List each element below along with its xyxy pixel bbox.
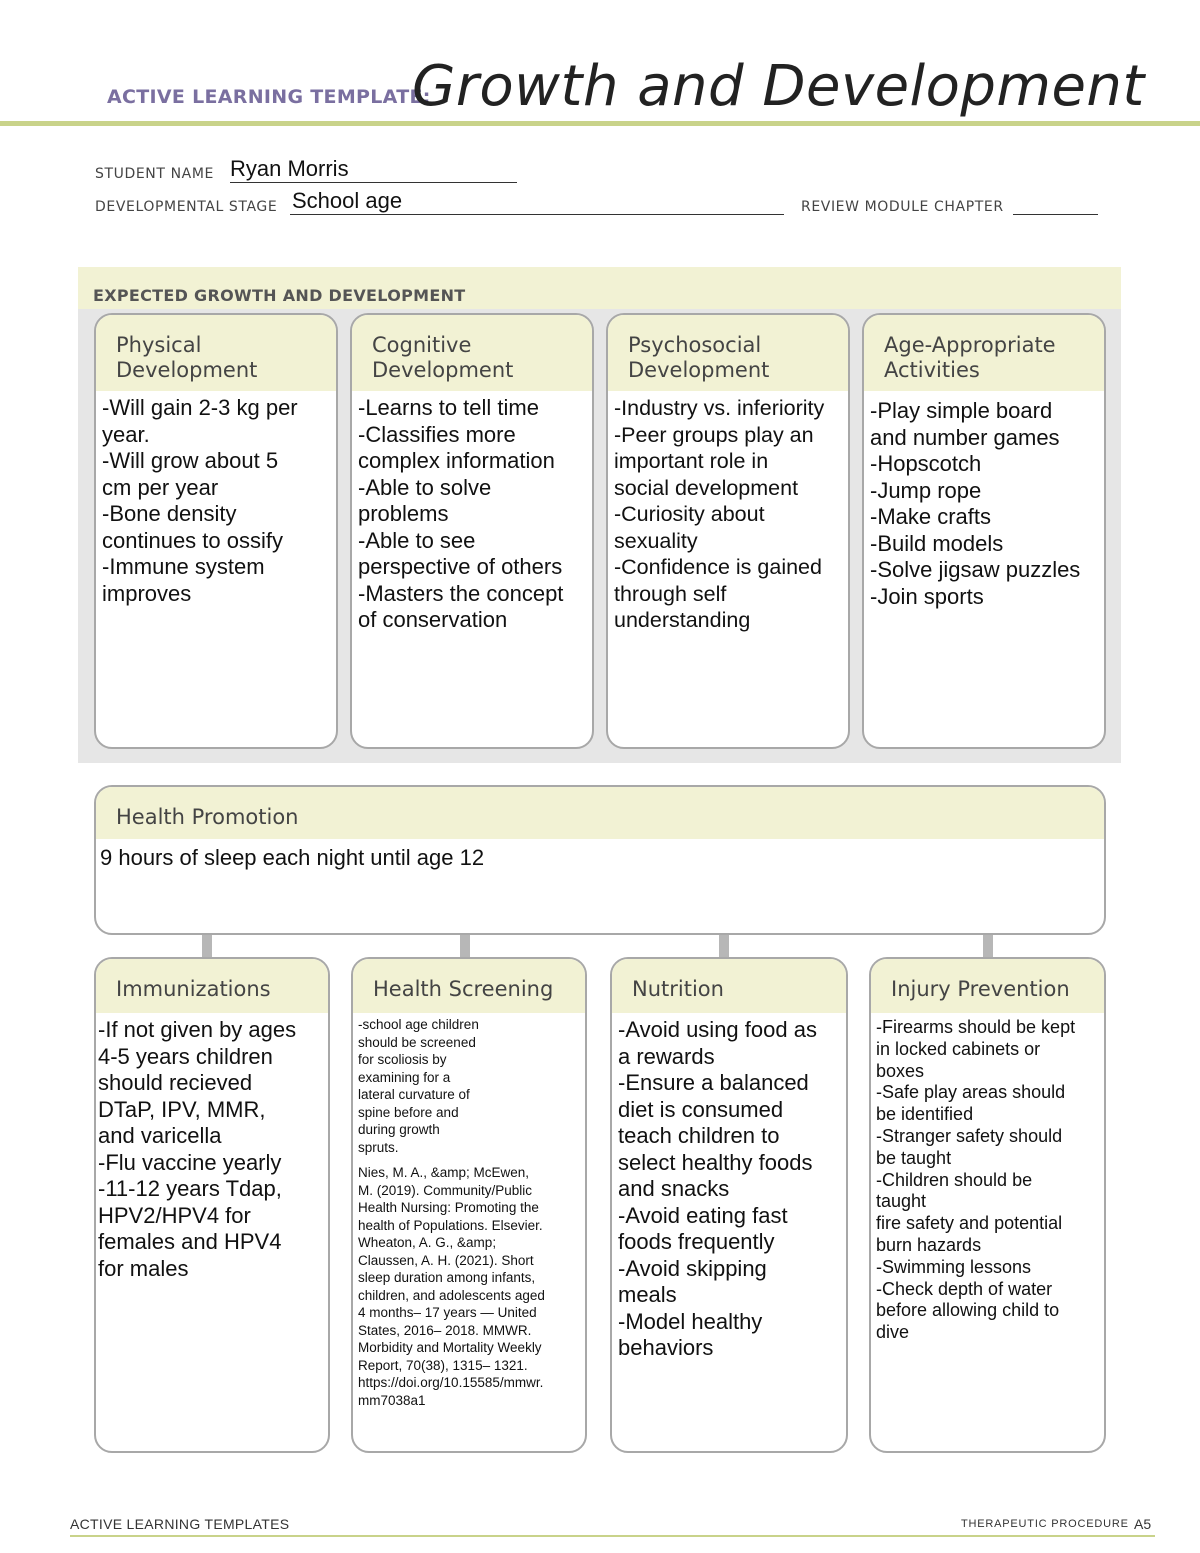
immunizations-title: Immunizations [96, 959, 328, 1013]
connector [719, 935, 729, 957]
physical-development-text[interactable]: -Will gain 2-3 kg per year. -Will grow about 5 cm per year -Bone density continues to ossify -Immune system improves [102, 395, 298, 606]
card-title: Cognitive Development [352, 315, 592, 391]
age-appropriate-activities-text[interactable]: -Play simple board and number games -Hopscotch -Jump rope -Make crafts -Build models -Solve jigsaw puzzles -Join sports [870, 398, 1081, 609]
card-title: Psychosocial Development [608, 315, 848, 391]
footer-section: THERAPEUTIC PROCEDURE [961, 1518, 1129, 1530]
psychosocial-development-card [606, 313, 850, 749]
developmental-stage-label: DEVELOPMENTAL STAGE [95, 199, 278, 215]
footer-left: ACTIVE LEARNING TEMPLATES [70, 1516, 290, 1532]
health-screening-reference: Nies, M. A., &amp; McEwen, M. (2019). Community/Public Health Nursing: Promoting the health of Populations. Elsevier. Wheaton, A. G., &amp; Claussen, A. H. (2021). Short sleep duration among infants, children, and adolescents aged 4 months– 17 years — United States, 2016– 2018. MMWR. Morbidity and Mortality Weekly Report, 70(38), 1315– 1321. https://doi.org/10.15585/mmwr. mm7038a1 [358, 1165, 545, 1408]
connector [202, 935, 212, 957]
nutrition-card [610, 957, 848, 1453]
connector [460, 935, 470, 957]
health-screening-text[interactable]: -school age children should be screened for scoliosis by examining for a lateral curvature of spine before and during growth spruts. [358, 1017, 479, 1155]
student-name-value: Ryan Morris [230, 156, 349, 181]
health-promotion-card [94, 785, 1106, 935]
health-promotion-title: Health Promotion [96, 787, 1104, 839]
injury-prevention-card [869, 957, 1106, 1453]
expected-growth-title: EXPECTED GROWTH AND DEVELOPMENT [93, 286, 466, 305]
nutrition-text[interactable]: -Avoid using food as a rewards -Ensure a balanced diet is consumed teach children to select healthy foods and snacks -Avoid eating fast foods frequently -Avoid skipping meals -Model healthy behaviors [618, 1017, 817, 1360]
cognitive-development-card [350, 313, 594, 749]
immunizations-card [94, 957, 330, 1453]
student-name-label: STUDENT NAME [95, 166, 214, 182]
developmental-stage-field[interactable] [290, 190, 784, 215]
review-module-label: REVIEW MODULE CHAPTER [801, 199, 1004, 215]
card-title: Age-Appropriate Activities [864, 315, 1104, 391]
injury-prevention-title: Injury Prevention [871, 959, 1104, 1013]
connector [983, 935, 993, 957]
age-appropriate-activities-card [862, 313, 1106, 749]
page-title: Growth and Development [412, 54, 1145, 119]
footer-divider [70, 1535, 1155, 1537]
nutrition-title: Nutrition [612, 959, 846, 1013]
injury-prevention-text[interactable]: -Firearms should be kept in locked cabinets or boxes -Safe play areas should be identified -Stranger safety should be taught -Children should be taught fire safety and potential burn hazards -Swimming lessons -Check depth of water before allowing child to dive [876, 1017, 1076, 1343]
student-name-field[interactable] [230, 158, 517, 183]
card-title: Physical Development [96, 315, 336, 391]
footer-page-number: A5 [1134, 1516, 1152, 1532]
health-screening-title: Health Screening [353, 959, 585, 1013]
immunizations-text[interactable]: -If not given by ages 4-5 years children should recieved DTaP, IPV, MMR, and varicella -Flu vaccine yearly -11-12 years Tdap, HPV2/HPV4 for females and HPV4 for males [98, 1017, 297, 1281]
template-kicker: ACTIVE LEARNING TEMPLATE: [107, 86, 431, 108]
health-promotion-text[interactable]: 9 hours of sleep each night until age 12 [100, 845, 485, 870]
review-module-field[interactable] [1013, 190, 1098, 215]
header-divider [0, 121, 1200, 126]
physical-development-card [94, 313, 338, 749]
health-screening-card [351, 957, 587, 1453]
developmental-stage-value: School age [292, 188, 403, 213]
psychosocial-development-text[interactable]: -Industry vs. inferiority -Peer groups play an important role in social development -Curiosity about sexuality -Confidence is gained through self understanding [614, 396, 825, 632]
cognitive-development-text[interactable]: -Learns to tell time -Classifies more complex information -Able to solve problems -Able to see perspective of others -Masters the concept of conservation [358, 395, 564, 632]
